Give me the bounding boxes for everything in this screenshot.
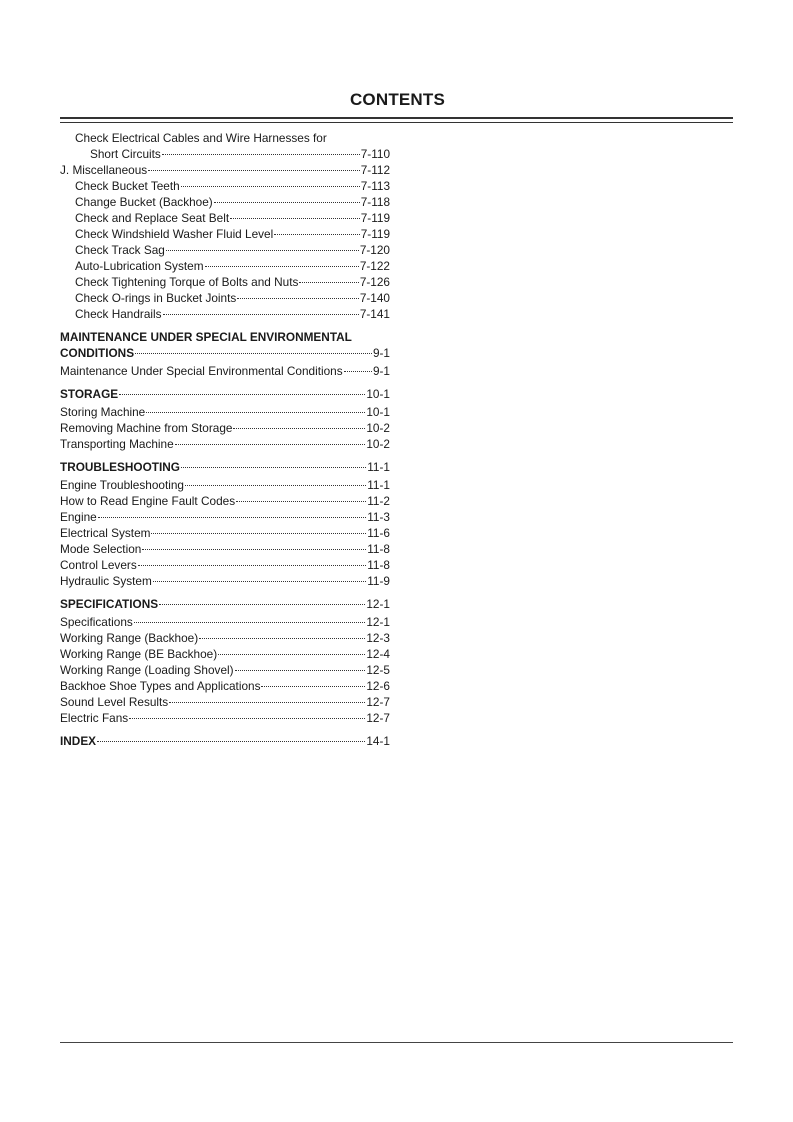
toc-entry-page: 12-4: [366, 647, 390, 661]
toc-entry-page: 10-2: [366, 437, 390, 451]
toc-entry-page: 12-1: [366, 615, 390, 629]
toc-entry[interactable]: [60, 614, 390, 630]
dot-leader: [233, 428, 365, 429]
dot-leader: [218, 654, 365, 655]
toc-entry-label: Engine: [60, 510, 97, 524]
table-of-contents: [60, 130, 390, 749]
dot-leader: [205, 266, 359, 267]
toc-entry-label: Check Bucket Teeth: [75, 179, 180, 193]
toc-entry-page: 10-2: [366, 421, 390, 435]
dot-leader: [214, 202, 360, 203]
toc-section-entry[interactable]: [60, 596, 390, 612]
footer-rule: [60, 1042, 733, 1043]
toc-line: Check Electrical Cables and Wire Harnesses for: [75, 131, 327, 145]
toc-entry-label: Working Range (Backhoe): [60, 631, 199, 645]
dot-leader: [97, 741, 365, 742]
toc-entry-label: Control Levers: [60, 558, 137, 572]
toc-entry-page: 7-113: [360, 179, 390, 193]
toc-entry-label: Transporting Machine: [60, 437, 174, 451]
toc-entry-label: Change Bucket (Backhoe): [75, 195, 213, 209]
toc-section-entry[interactable]: [60, 459, 390, 475]
toc-entry[interactable]: [60, 420, 390, 436]
toc-entry[interactable]: [60, 477, 390, 493]
toc-entry[interactable]: [60, 306, 390, 322]
dot-leader: [135, 353, 372, 354]
toc-entry[interactable]: [60, 573, 390, 589]
toc-entry-page: 11-1: [367, 478, 390, 492]
toc-entry[interactable]: [60, 509, 390, 525]
header-rule-thin: [60, 122, 733, 123]
toc-entry-label: Sound Level Results: [60, 695, 169, 709]
dot-leader: [151, 533, 366, 534]
dot-leader: [185, 485, 366, 486]
dot-leader: [181, 467, 366, 468]
dot-leader: [119, 394, 365, 395]
toc-entry-page: 11-8: [367, 542, 390, 556]
dot-leader: [98, 517, 367, 518]
toc-entry-page: 12-7: [366, 711, 390, 725]
toc-entry-page: 7-112: [360, 163, 390, 177]
toc-entry[interactable]: [60, 274, 390, 290]
toc-entry[interactable]: [60, 541, 390, 557]
dot-leader: [299, 282, 358, 283]
toc-section-label: INDEX: [60, 734, 97, 748]
toc-entry-label: Auto-Lubrication System: [75, 259, 204, 273]
dot-leader: [134, 622, 366, 623]
toc-entry-label: How to Read Engine Fault Codes: [60, 494, 236, 508]
toc-section-heading: MAINTENANCE UNDER SPECIAL ENVIRONMENTAL: [60, 330, 352, 344]
dot-leader: [199, 638, 365, 639]
header-rule-thick: [60, 117, 733, 119]
toc-entry-page: 7-118: [360, 195, 390, 209]
dot-leader: [181, 186, 360, 187]
toc-entry-page: 7-122: [359, 259, 390, 273]
dot-leader: [146, 412, 365, 413]
toc-section-page: 12-1: [366, 597, 390, 611]
toc-entry-label: Check Handrails: [75, 307, 162, 321]
dot-leader: [230, 218, 360, 219]
toc-entry[interactable]: [60, 694, 390, 710]
toc-entry-page: 7-120: [359, 243, 390, 257]
toc-entry-page: 11-6: [367, 526, 390, 540]
dot-leader: [175, 444, 366, 445]
toc-entry-label: Backhoe Shoe Types and Applications: [60, 679, 261, 693]
dot-leader: [129, 718, 365, 719]
dot-leader: [169, 702, 365, 703]
dot-leader: [344, 371, 372, 372]
toc-entry[interactable]: [60, 678, 390, 694]
toc-section-entry[interactable]: [60, 733, 390, 749]
dot-leader: [237, 298, 359, 299]
toc-entry-page: 12-6: [366, 679, 390, 693]
toc-section-page: 11-1: [367, 460, 390, 474]
toc-section-page: 14-1: [366, 734, 390, 748]
toc-entry-label: Storing Machine: [60, 405, 146, 419]
toc-entry[interactable]: [60, 436, 390, 452]
toc-entry[interactable]: [60, 493, 390, 509]
toc-entry-page: 7-110: [360, 147, 390, 161]
toc-entry-page: 11-9: [367, 574, 390, 588]
toc-entry[interactable]: [60, 557, 390, 573]
toc-entry[interactable]: [60, 162, 390, 178]
toc-entry-page: 9-1: [372, 364, 390, 378]
toc-entry-page: 10-1: [366, 405, 390, 419]
toc-section-entry[interactable]: [60, 386, 390, 402]
page-title: CONTENTS: [349, 90, 446, 109]
toc-section-label: STORAGE: [60, 387, 119, 401]
toc-entry[interactable]: [60, 525, 390, 541]
toc-entry[interactable]: [60, 226, 390, 242]
dot-leader: [166, 250, 359, 251]
toc-entry[interactable]: [60, 146, 390, 162]
toc-entry-label: Maintenance Under Special Environmental Conditions: [60, 364, 343, 378]
dot-leader: [138, 565, 367, 566]
toc-entry-page: 7-119: [360, 211, 390, 225]
dot-leader: [159, 604, 365, 605]
dot-leader: [148, 170, 359, 171]
dot-leader: [236, 501, 366, 502]
toc-entry-label: Working Range (Loading Shovel): [60, 663, 234, 677]
toc-entry-label: Check Tightening Torque of Bolts and Nuts: [75, 275, 299, 289]
toc-entry-label: Engine Troubleshooting: [60, 478, 184, 492]
toc-entry-label: Check O-rings in Bucket Joints: [75, 291, 237, 305]
toc-entry-label: Working Range (BE Backhoe): [60, 647, 218, 661]
dot-leader: [153, 581, 366, 582]
dot-leader: [142, 549, 366, 550]
toc-section-label: TROUBLESHOOTING: [60, 460, 180, 474]
toc-entry-label: Specifications: [60, 615, 133, 629]
toc-entry[interactable]: [60, 194, 390, 210]
dot-leader: [162, 154, 360, 155]
toc-entry-label: J. Miscellaneous: [60, 163, 148, 177]
toc-entry-page: 12-5: [366, 663, 390, 677]
toc-entry-label: Electrical System: [60, 526, 151, 540]
toc-entry-label: Check and Replace Seat Belt: [75, 211, 230, 225]
toc-section-page: 10-1: [366, 387, 390, 401]
toc-entry[interactable]: [60, 178, 390, 194]
toc-entry-page: 11-2: [367, 494, 390, 508]
toc-entry-page: 7-140: [359, 291, 390, 305]
toc-entry-label: Hydraulic System: [60, 574, 152, 588]
toc-entry-label: Electric Fans: [60, 711, 129, 725]
toc-entry[interactable]: [60, 242, 390, 258]
toc-entry-label: Check Windshield Washer Fluid Level: [75, 227, 274, 241]
toc-entry-label: Mode Selection: [60, 542, 142, 556]
toc-entry[interactable]: [60, 258, 390, 274]
toc-entry[interactable]: [60, 646, 390, 662]
toc-entry[interactable]: [60, 363, 390, 379]
dot-leader: [235, 670, 366, 671]
toc-entry[interactable]: [60, 404, 390, 420]
toc-entry[interactable]: [60, 662, 390, 678]
toc-entry-page: 7-119: [360, 227, 390, 241]
toc-entry-page: 7-141: [359, 307, 390, 321]
toc-section-entry[interactable]: [60, 345, 390, 361]
toc-entry[interactable]: [60, 630, 390, 646]
dot-leader: [274, 234, 359, 235]
toc-entry-page: 11-8: [367, 558, 390, 572]
toc-entry-label: Short Circuits: [90, 147, 161, 161]
toc-entry[interactable]: [60, 290, 390, 306]
dot-leader: [261, 686, 365, 687]
toc-entry-page: 12-3: [366, 631, 390, 645]
toc-section-page: 9-1: [372, 346, 390, 360]
toc-entry-page: 7-126: [359, 275, 390, 289]
dot-leader: [163, 314, 359, 315]
toc-entry[interactable]: [60, 210, 390, 226]
toc-entry-label: Check Track Sag: [75, 243, 165, 257]
toc-entry[interactable]: [60, 710, 390, 726]
toc-entry-page: 11-3: [367, 510, 390, 524]
toc-section-label: CONDITIONS: [60, 346, 135, 360]
toc-entry-page: 12-7: [366, 695, 390, 709]
toc-entry-label: Removing Machine from Storage: [60, 421, 233, 435]
toc-section-label: SPECIFICATIONS: [60, 597, 159, 611]
